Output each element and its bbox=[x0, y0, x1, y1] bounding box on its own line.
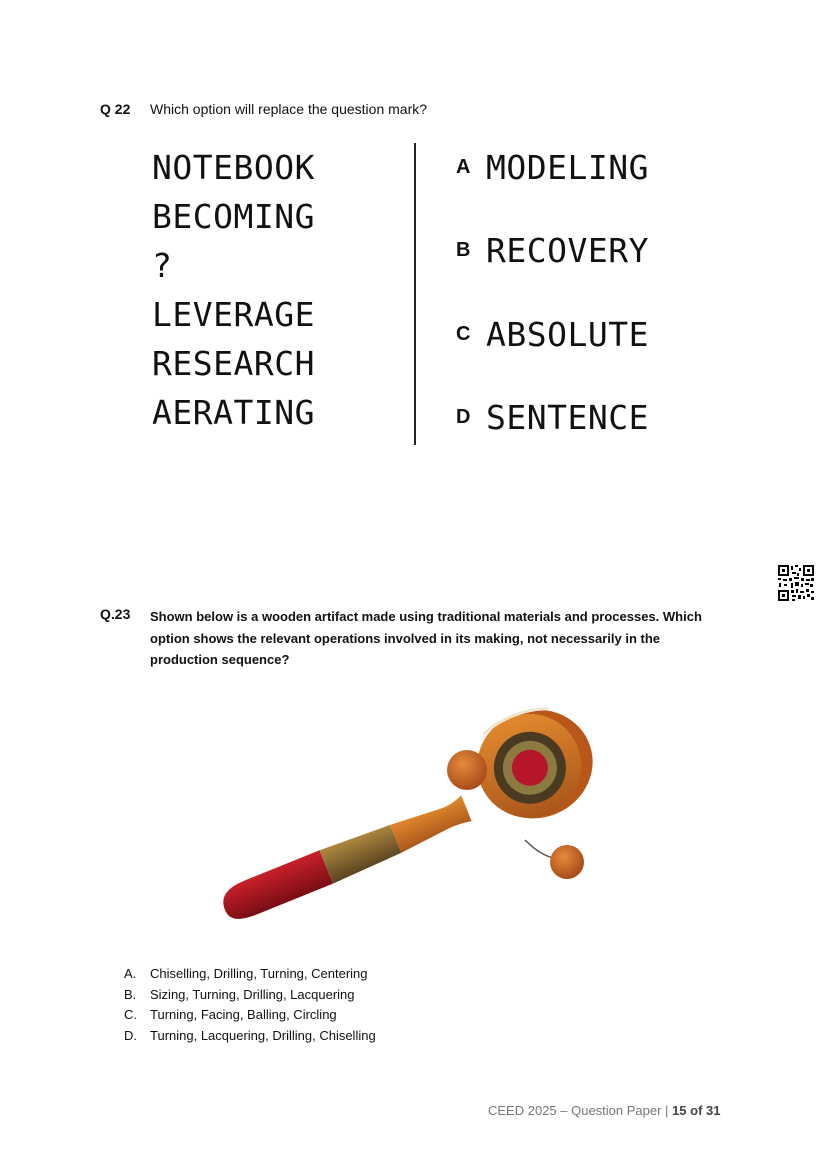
option-word: MODELING bbox=[486, 147, 649, 187]
sequence-item: NOTEBOOK bbox=[152, 148, 315, 187]
sequence-item: AERATING bbox=[152, 393, 315, 432]
option-word: SENTENCE bbox=[486, 397, 649, 437]
footer-label: CEED 2025 – Question Paper | bbox=[488, 1103, 669, 1118]
answer-letter: C. bbox=[124, 1007, 137, 1022]
q23-answers bbox=[124, 964, 376, 1046]
wooden-rattle-image bbox=[215, 700, 615, 930]
q22-divider bbox=[414, 143, 416, 445]
answer-option-c bbox=[124, 1005, 376, 1026]
page-footer bbox=[488, 1103, 720, 1118]
q22-sequence bbox=[152, 146, 315, 440]
q23-number: Q.23 bbox=[100, 606, 131, 622]
answer-option-a bbox=[124, 964, 376, 985]
answer-text: Turning, Facing, Balling, Circling bbox=[150, 1007, 337, 1022]
q22-option-c bbox=[456, 312, 649, 356]
option-key: A bbox=[456, 155, 471, 178]
q22-prompt: Which option will replace the question mark? bbox=[150, 101, 428, 117]
qr-code-icon bbox=[777, 564, 815, 602]
sequence-item: BECOMING bbox=[152, 197, 315, 236]
answer-text: Turning, Lacquering, Drilling, Chiselling bbox=[150, 1027, 376, 1043]
option-key: B bbox=[456, 238, 471, 261]
answer-letter: B. bbox=[124, 986, 137, 1002]
q22-option-a bbox=[456, 145, 649, 189]
q22-option-d bbox=[456, 395, 649, 439]
page-number: 15 of 31 bbox=[672, 1103, 721, 1118]
sequence-item: LEVERAGE bbox=[152, 295, 315, 334]
option-word: RECOVERY bbox=[486, 230, 649, 270]
q23-prompt: Shown below is a wooden artifact made using traditional materials and processes. Which option shows the relevant operations involved in its making, not necessarily in the production sequence? bbox=[150, 609, 702, 667]
option-key: D bbox=[456, 405, 471, 428]
q22-option-b bbox=[456, 228, 649, 272]
answer-letter: A. bbox=[124, 966, 137, 981]
answer-option-b bbox=[124, 985, 376, 1006]
sequence-item: ? bbox=[152, 246, 173, 285]
sequence-item: RESEARCH bbox=[152, 344, 315, 383]
answer-text: Chiselling, Drilling, Turning, Centering bbox=[150, 966, 368, 981]
q22-number: Q 22 bbox=[100, 101, 131, 117]
answer-text: Sizing, Turning, Drilling, Lacquering bbox=[150, 986, 355, 1002]
answer-option-d bbox=[124, 1026, 376, 1047]
answer-letter: D. bbox=[124, 1027, 137, 1043]
option-word: ABSOLUTE bbox=[486, 314, 649, 354]
option-key: C bbox=[456, 322, 471, 345]
